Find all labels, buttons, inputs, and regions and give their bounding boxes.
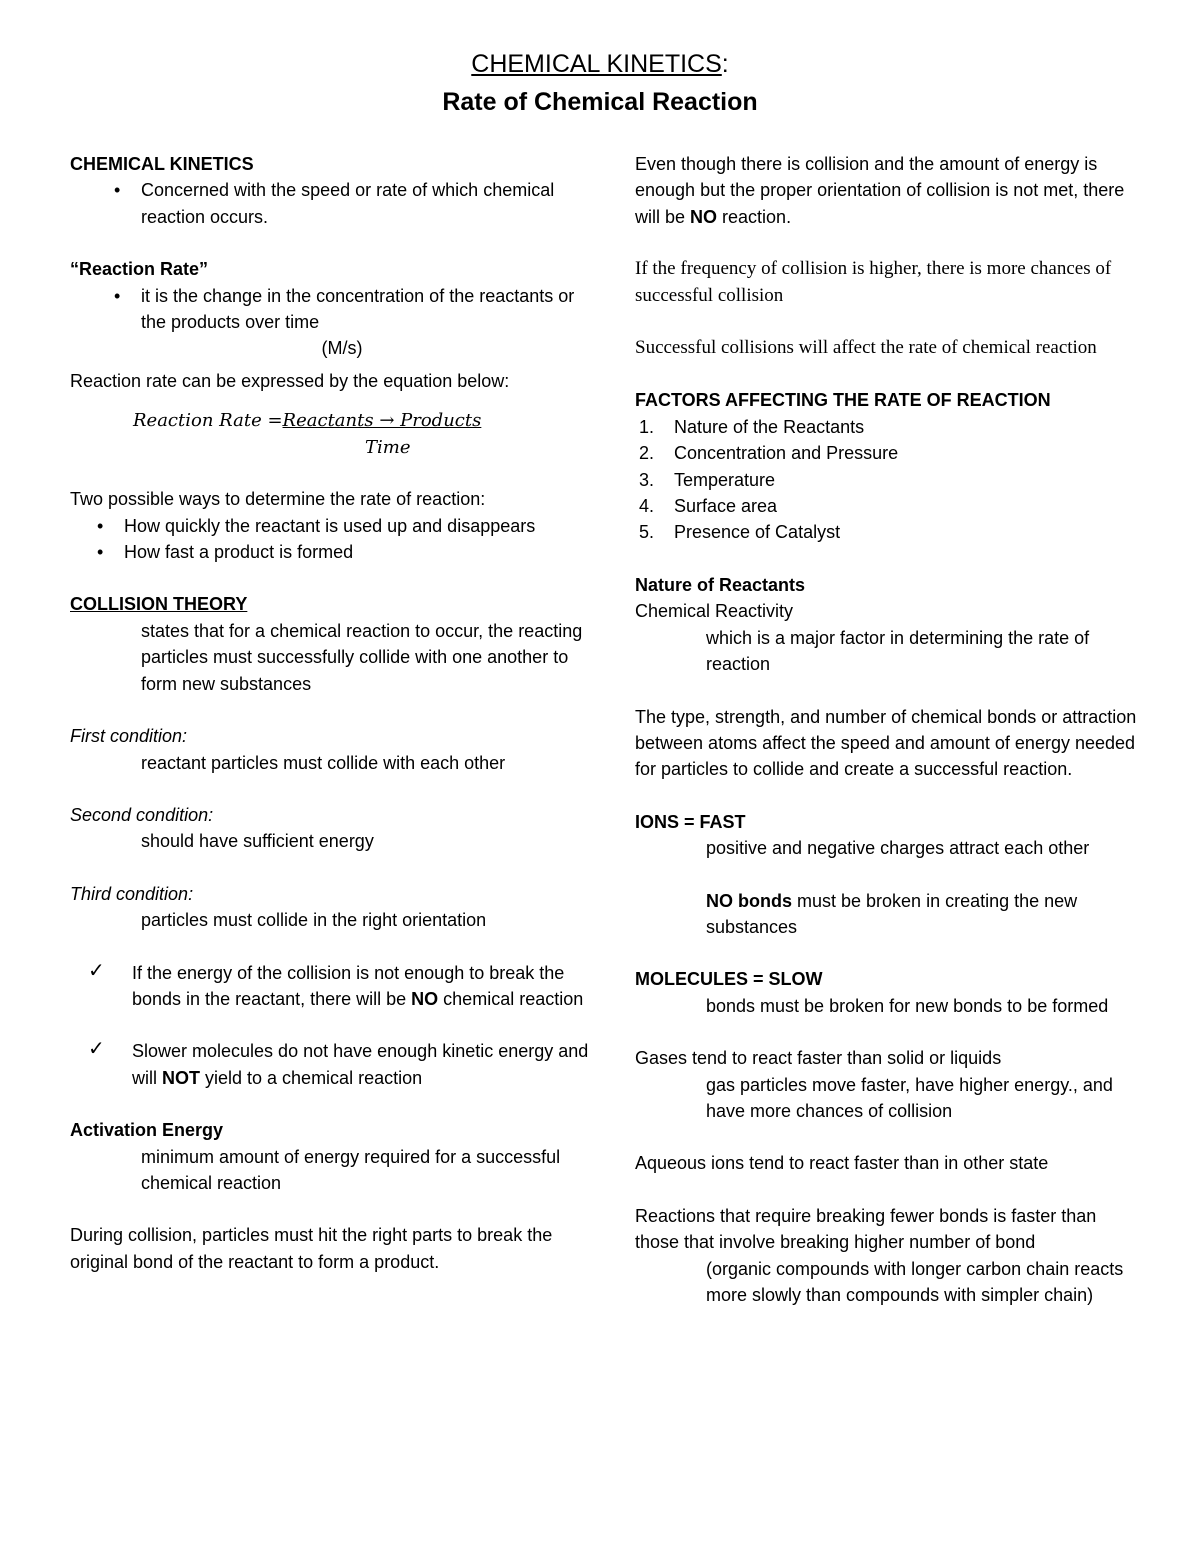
equation-lhs [133, 408, 481, 434]
paragraph-text: must be broken in creating the new substances [706, 890, 1078, 937]
section-heading-collision-theory: COLLISION THEORY [70, 594, 248, 615]
list-item [70, 283, 590, 336]
list-item-text: Temperature [674, 469, 776, 490]
paragraph-emphasis: NO [690, 206, 718, 227]
paragraph: If the frequency of collision is higher, there is more chances of successful collision [635, 258, 1112, 306]
list-item [635, 467, 1145, 493]
paragraph-text: Even though there is collision and the amount of energy is enough but the proper orientation of collision is not met, there will be [635, 154, 1125, 227]
list-number: 2. [639, 443, 655, 464]
list-item-text: How quickly the reactant is used up and disappears [124, 515, 536, 536]
list-item-text: Concerned with the speed or rate of which chemical reaction occurs. [141, 180, 555, 227]
list-item-text: How fast a product is formed [124, 542, 354, 563]
rate-equation [70, 408, 590, 462]
paragraph: (organic compounds with longer carbon chain reacts more slowly than compounds with simpler chain) [706, 1258, 1124, 1305]
paragraph: bonds must be broken for new bonds to be formed [706, 995, 1109, 1016]
bullet-icon: • [97, 542, 104, 563]
paragraph-emphasis: NO bonds [706, 890, 792, 911]
check-item [70, 1038, 590, 1091]
right-column [635, 151, 1145, 1308]
bullet-icon: • [97, 515, 104, 536]
list-item-text: Surface area [674, 496, 778, 517]
paragraph: Reaction rate can be expressed by the equation below: [70, 370, 510, 391]
list-number: 1. [639, 416, 655, 437]
list-number: 4. [639, 496, 655, 517]
condition-label: First condition: [70, 726, 188, 747]
section-heading-reaction-rate: “Reaction Rate” [70, 259, 209, 280]
bullet-icon: • [114, 285, 121, 306]
list-item-text: it is the change in the concentration of the reactants or the products over time [141, 285, 575, 333]
paragraph: Gases tend to react faster than solid or liquids [635, 1048, 1002, 1069]
paragraph-text: reaction. [717, 206, 792, 227]
paragraph [635, 888, 1145, 941]
check-item-emphasis: NOT [162, 1067, 200, 1088]
list-number: 5. [639, 522, 655, 543]
equation-lhs-text: Reaction Rate = [133, 410, 283, 432]
paragraph: which is a major factor in determining the rate of reaction [706, 627, 1090, 675]
paragraph: During collision, particles must hit the right parts to break the original bond of the reactant to form a product. [70, 1225, 553, 1272]
equation-denominator: Time [365, 437, 411, 459]
check-item-text: yield to a chemical reaction [200, 1067, 423, 1088]
list-item [635, 440, 1145, 466]
list-item [70, 539, 590, 565]
paragraph: states that for a chemical reaction to occur, the reacting particles must successfully collide with one another to form new substances [141, 620, 583, 694]
section-heading-molecules: MOLECULES = SLOW [635, 969, 823, 990]
list-item [70, 513, 590, 539]
page-title [0, 49, 1200, 79]
list-item-text: Presence of Catalyst [674, 522, 841, 543]
paragraph: Reactions that require breaking fewer bonds is faster than those that involve breaking higher number of bond [635, 1205, 1097, 1253]
check-item-text: chemical reaction [438, 988, 584, 1009]
section-heading-nature-of-reactants: Nature of Reactants [635, 574, 806, 595]
list-number: 3. [639, 469, 655, 490]
checkmark-icon: ✓ [88, 1038, 105, 1061]
paragraph: The type, strength, and number of chemical bonds or attraction between atoms affect the speed and amount of energy needed for particles to collide and create a successful reaction. [635, 706, 1137, 780]
paragraph: minimum amount of energy required for a successful chemical reaction [141, 1146, 561, 1193]
title-colon: : [721, 50, 729, 78]
condition-text: particles must collide in the right orientation [141, 910, 487, 931]
check-item-text: If the energy of the collision is not enough to break the bonds in the reactant, there will be [132, 962, 565, 1009]
paragraph: Successful collisions will affect the rate of chemical reaction [635, 337, 1097, 359]
paragraph: gas particles move faster, have higher energy., and have more chances of collision [706, 1074, 1113, 1121]
units-text: (M/s) [321, 338, 363, 359]
condition-text: should have sufficient energy [141, 831, 374, 852]
page-subtitle: Rate of Chemical Reaction [442, 88, 758, 116]
equation-numerator: Reactants → Products [282, 410, 482, 432]
check-item [70, 960, 590, 1013]
condition-label: Second condition: [70, 804, 214, 825]
left-column [70, 151, 590, 1275]
section-heading-chemical-kinetics: CHEMICAL KINETICS [70, 154, 254, 174]
paragraph: positive and negative charges attract each other [706, 838, 1090, 859]
paragraph [635, 151, 1145, 230]
list-item-text: Nature of the Reactants [674, 416, 865, 437]
section-heading-activation-energy: Activation Energy [70, 1120, 224, 1141]
condition-text: reactant particles must collide with each other [141, 752, 506, 773]
check-item-emphasis: NO [411, 988, 439, 1009]
section-heading-ions: IONS = FAST [635, 811, 746, 832]
list-item [635, 493, 1145, 519]
title-main: CHEMICAL KINETICS [471, 50, 722, 78]
paragraph: Chemical Reactivity [635, 601, 794, 622]
condition-label: Third condition: [70, 883, 194, 904]
checkmark-icon: ✓ [88, 959, 105, 982]
list-item [70, 177, 590, 230]
list-item [635, 414, 1145, 440]
paragraph: Aqueous ions tend to react faster than in other state [635, 1153, 1049, 1174]
paragraph: Two possible ways to determine the rate of reaction: [70, 489, 486, 510]
list-item-text: Concentration and Pressure [674, 443, 899, 464]
bullet-icon: • [114, 180, 121, 201]
section-heading-factors: FACTORS AFFECTING THE RATE OF REACTION [635, 390, 1051, 411]
check-item-text: Slower molecules do not have enough kinetic energy and will [132, 1041, 589, 1088]
list-item [635, 519, 1145, 545]
